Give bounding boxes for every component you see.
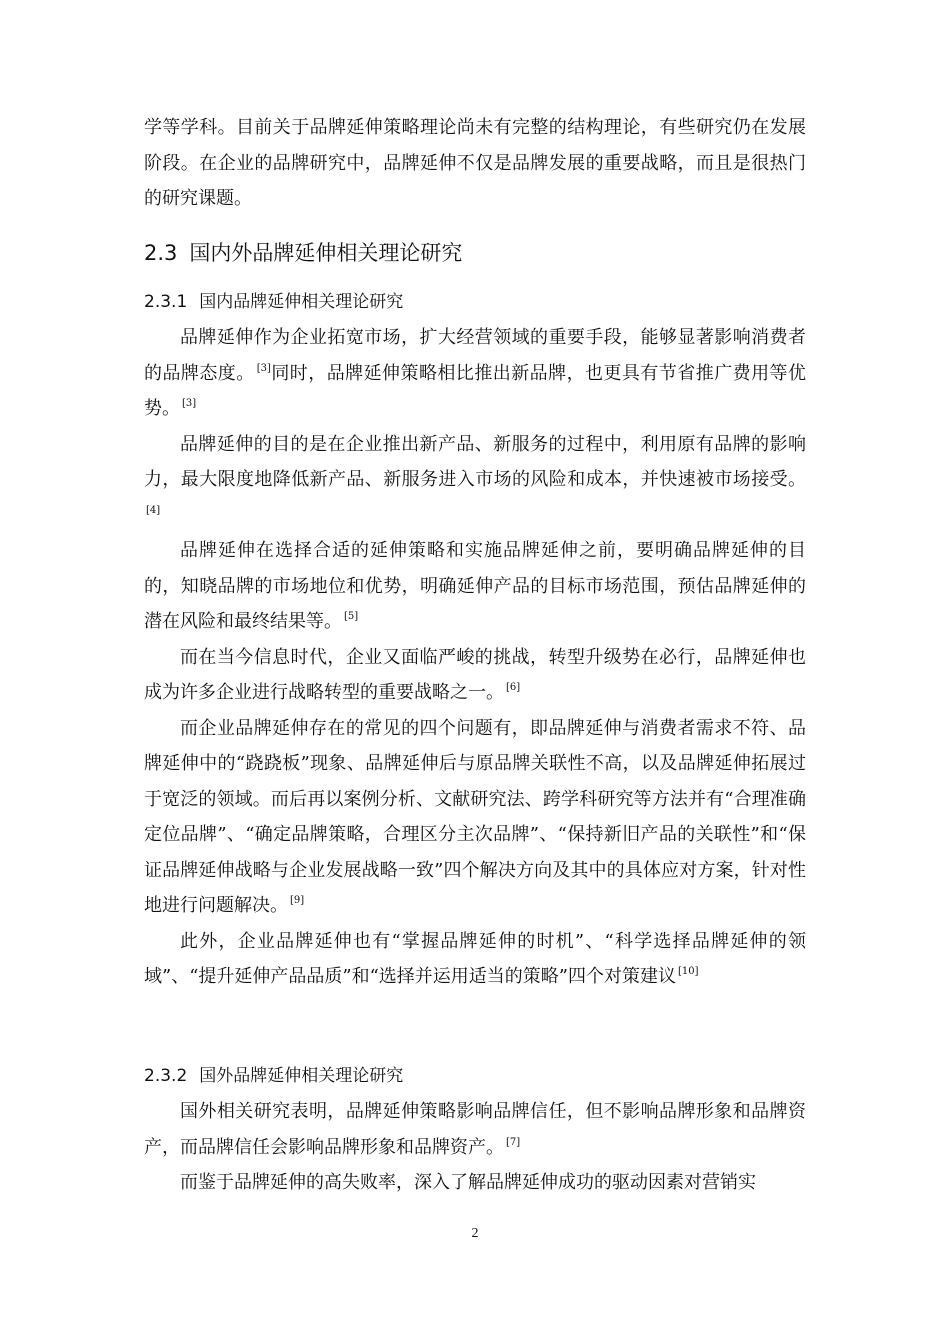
paragraph-2 — [144, 427, 806, 534]
intro-paragraph — [144, 110, 806, 217]
citation: [9] — [290, 895, 305, 906]
paragraph-7-text: 国外相关研究表明，品牌延伸策略影响品牌信任，但不影响品牌形象和品牌资产，而品牌信任会影响品牌形象和品牌资产。 — [144, 1101, 806, 1158]
citation: [3] — [256, 362, 271, 374]
paragraph-4 — [144, 640, 806, 711]
paragraph-8-text: 而鉴于品牌延伸的高失败率，深入了解品牌延伸成功的驱动因素对营销实 — [180, 1172, 756, 1193]
paragraph-3-text: 品牌延伸在选择合适的延伸策略和实施品牌延伸之前，要明确品牌延伸的目的，知晓品牌的市场地位和优势，明确延伸产品的目标市场范围，预估品牌延伸的潜在风险和最终结果等。 — [144, 540, 806, 632]
body-paragraphs-2 — [144, 1094, 806, 1201]
citation: [5] — [344, 611, 359, 622]
paragraph-1 — [144, 320, 806, 427]
section-title: 国内外品牌延伸相关理论研究 — [189, 241, 463, 265]
subsection-1-number: 2.3.1 — [144, 292, 188, 312]
body-paragraphs-1 — [144, 320, 806, 995]
paragraph-6 — [144, 924, 806, 995]
subsection-2-title: 国外品牌延伸相关理论研究 — [199, 1066, 404, 1086]
paragraph-3 — [144, 533, 806, 640]
citation: [10] — [678, 966, 699, 977]
intro-text: 学等学科。目前关于品牌延伸策略理论尚未有完整的结构理论，有些研究仍在发展阶段。在企业的品牌研究中，品牌延伸不仅是品牌发展的重要战略，而且是很热门的研究课题。 — [144, 117, 806, 209]
paragraph-4-text: 而在当今信息时代，企业又面临严峻的挑战，转型升级势在必行，品牌延伸也成为许多企业进行战略转型的重要战略之一。 — [144, 646, 806, 703]
paragraph-5-text: 而企业品牌延伸存在的常见的四个问题有，即品牌延伸与消费者需求不符、品牌延伸中的“跷跷板”现象、品牌延伸后与原品牌关联性不高，以及品牌延伸拓展过于宽泛的领域。而后再以案例分析、文献研究法、跨学科研究等方法并有“合理准确定位品牌”、“确定品牌策略，合理区分主次品牌”、“保持新旧产品的关联性”和“保证品牌延伸战略与企业发展战略一致”四个解决方向及其中的具体应对方案，针对性地进行问题解决。 — [144, 717, 806, 916]
subsection-heading-1 — [144, 289, 806, 315]
paragraph-7 — [144, 1094, 806, 1165]
citation: [7] — [506, 1136, 521, 1148]
page-number: 2 — [471, 1226, 479, 1241]
citation: [4] — [146, 504, 161, 516]
paragraph-6-text: 此外，企业品牌延伸也有“掌握品牌延伸的时机”、“科学选择品牌延伸的领域”、“提升延伸产品品质”和“选择并运用适当的策略”四个对策建议 — [144, 930, 806, 987]
paragraph-1-text-a: 品牌延伸作为企业拓宽市场，扩大经营领域的重要手段，能够显著影响消费者的品牌态度。 — [144, 327, 806, 384]
paragraph-1-text-b: 同时，品牌延伸策略相比推出新品牌，也更具有节省推广费用等优势。 — [144, 362, 807, 419]
citation: [3] — [182, 398, 197, 409]
subsection-1-title: 国内品牌延伸相关理论研究 — [199, 292, 404, 312]
paragraph-2-text: 品牌延伸的目的是在企业推出新产品、新服务的过程中，利用原有品牌的影响力，最大限度地降低新产品、新服务进入市场的风险和成本，并快速被市场接受。 — [144, 433, 806, 490]
paragraph-8 — [144, 1165, 806, 1201]
section-number: 2.3 — [144, 241, 178, 265]
section-heading — [144, 238, 806, 268]
subsection-heading-2 — [144, 1063, 806, 1089]
paragraph-5 — [144, 711, 806, 924]
citation: [6] — [506, 682, 521, 693]
subsection-2-number: 2.3.2 — [144, 1066, 188, 1086]
